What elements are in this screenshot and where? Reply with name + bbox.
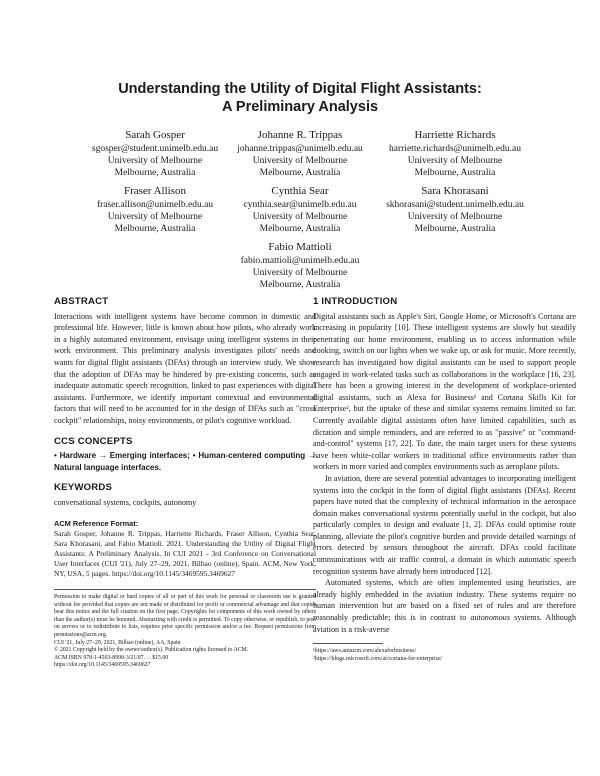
author-email: skhorasani@student.unimelb.edu.au — [386, 200, 524, 210]
author-name: Johanne R. Trippas — [257, 129, 343, 141]
author-name: Fraser Allison — [123, 185, 187, 197]
abstract-section — [54, 296, 316, 427]
title-line-2: A Preliminary Analysis — [221, 99, 379, 115]
author-name: Fabio Mattioli — [268, 241, 332, 253]
reference-format-text: Sarah Gosper, Johanne R. Trippas, Harriette Richards, Fraser Allison, Cynthia Sear, Sara Khorasani, and Fabio Mattioli. 2021. Understanding the Utility of Digital Flight Assistants: A Preliminary Analysis. In CUI 2021 - 3rd Conference on Conversational User Interfaces (CUI '21), July 27–29, 2021, Bilbao (online), Spain. ACM, New York, NY, USA, 5 pages. https://doi.org/10.1145/3469595.3469627 — [54, 529, 316, 579]
keywords-section — [54, 482, 316, 508]
author-email: cynthia.sear@unimelb.edu.au — [243, 200, 357, 210]
author-affiliation: University of Melbourne — [107, 212, 203, 222]
permission-block — [54, 594, 316, 670]
author-location: Melbourne, Australia — [414, 224, 496, 234]
ccs-text: • Hardware → Emerging interfaces; • Human-centered computing → Natural language interfaces. — [54, 451, 316, 472]
keywords-heading: KEYWORDS — [54, 482, 113, 494]
keywords-text: conversational systems, cockpits, autonomy — [54, 497, 197, 507]
author-affiliation: University of Melbourne — [252, 268, 348, 278]
isbn-line: ACM ISBN 978-1-4503-8998-3/21/07. . . $15.00 — [54, 654, 169, 661]
author-email: harriette.richards@unimelb.edu.au — [389, 144, 521, 154]
introduction-heading: 1 INTRODUCTION — [313, 296, 398, 307]
author-location: Melbourne, Australia — [259, 224, 341, 234]
venue-line: CUI '21, July 27–29, 2021, Bilbao (online), AA, Spain — [54, 639, 181, 646]
abstract-heading: ABSTRACT — [54, 296, 109, 307]
abstract-text: Interactions with intelligent systems have become common in domestic and professional life. However, little is known about how pilots, who already work in a highly automated environment, envisage using intelligent systems in their work environment. This preliminary analysis investigates pilots' needs and wants for digital flight assistants (DFAs) through an interview study. We show that the adoption of DFAs may be hindered by pre-existing concerns, such as inadequate automatic speech recognition, linked to past experiences with digital assistants. Furthermore, we identify important contextual and environmental factors that will need to be accounted for in the design of DFAs such as "cross cockpit" relationships, noisy environments, or pilot's cognitive workload. — [54, 311, 316, 425]
footnote-divider — [313, 643, 383, 644]
author-email: sgosper@student.unimelb.edu.au — [91, 144, 219, 154]
reference-format-heading: ACM Reference Format: — [54, 518, 139, 528]
author-name: Sara Khorasani — [421, 185, 489, 197]
ccs-section — [54, 436, 316, 474]
ccs-heading: CCS CONCEPTS — [54, 435, 133, 447]
intro-paragraph: In aviation, there are several potential advantages to incorporating intelligent systems into the cockpit in the form of digital flight assistants (DFAs). Recent papers have noted that the complexity of technical information in the aerospace domain makes conversational systems potentially useful in the cockpit, but also particularly complex to design and evaluate [1, 2]. DFAs could optimise route planning, alleviate the pilot's cognitive burden and provide detailed warnings of errors detected by sensors throughout the aircraft. DFAs could facilitate communications with air traffic control, a domain in which automatic speech recognition systems have already been introduced [12]. — [313, 473, 576, 576]
permission-text: Permission to make digital or hard copies of all or part of this work for personal or classroom use is granted without fee provided that copies are not made or distributed for profit or commercial advantage and that copies bear this notice and the full citation on the first page. Copyrights for components of this work owned by others than the author(s) must be honored. Abstracting with credit is permitted. To copy otherwise, or republish, to post on servers or to redistribute to lists, requires prior specific permission and/or a fee. Request permissions from permissions@acm.org. — [54, 594, 316, 639]
author-location: Melbourne, Australia — [414, 168, 496, 178]
author-affiliation: University of Melbourne — [252, 212, 348, 222]
author-affiliation: University of Melbourne — [407, 156, 503, 166]
author-location: Melbourne, Australia — [259, 168, 341, 178]
author-affiliation: University of Melbourne — [407, 212, 503, 222]
author-name: Cynthia Sear — [271, 185, 329, 197]
author-location: Melbourne, Australia — [114, 168, 196, 178]
author-block — [205, 240, 395, 291]
author-location: Melbourne, Australia — [114, 224, 196, 234]
author-email: johanne.trippas@unimelb.edu.au — [237, 144, 363, 154]
author-location: Melbourne, Australia — [259, 280, 341, 290]
intro-paragraph: Automated systems, which are often implemented using heuristics, are already highly embedded in the aviation industry. These systems require no human intervention but are based on a fixed set of rules and are therefore reasonably predictable; this is in contrast to autonomous systems. Although aviation is a risk-averse — [313, 578, 576, 634]
footnote[interactable]: ²https://blogs.microsoft.com/ai/cortana-for-enterprise/ — [313, 656, 443, 663]
author-block — [360, 184, 550, 235]
title-line-1: Understanding the Utility of Digital Flight Assistants: — [118, 81, 482, 97]
author-affiliation: University of Melbourne — [252, 156, 348, 166]
author-name: Sarah Gosper — [125, 129, 185, 141]
reference-format — [54, 518, 316, 580]
intro-paragraph: Digital assistants such as Apple's Siri, Google Home, or Microsoft's Cortana are increasing in popularity [10]. These intelligent systems are slowly but steadily penetrating our home environment, enabling us to access information while cooking, switch on our lights when we wake up, or ask for music. More recently, research has investigated how digital assistants can be used to support people engaged in work-related tasks such as collaborations in the workplace [16, 23]. There has been a growing interest in the development of workplace-oriented digital assistants, such as Alexa for Business¹ and Cortana Skills Kit for Enterprise², but the uptake of these and similar systems remains limited so far. Currently available digital assistants often have limited capabilities, such as dictation and simple reminders, and are referred to as "passive" or "command-and-control" systems [17, 22]. To date, the main target users for these systems have been white-collar workers in traditional office environments rather than workers in more varied and complex environments such as aeroplane pilots. — [313, 311, 576, 472]
author-affiliation: University of Melbourne — [107, 156, 203, 166]
copyright-line: © 2021 Copyright held by the owner/author(s). Publication rights licensed to ACM. — [54, 647, 249, 654]
author-email: fraser.allison@unimelb.edu.au — [96, 200, 214, 210]
author-name: Harriette Richards — [414, 129, 496, 141]
paper-title — [40, 80, 560, 116]
author-block — [360, 128, 550, 179]
left-column — [54, 296, 316, 670]
author-email: fabio.mattioli@unimelb.edu.au — [240, 256, 360, 266]
doi-link[interactable]: https://doi.org/10.1145/3469595.3469627 — [54, 662, 151, 669]
footnote[interactable]: ¹https://aws.amazon.com/alexaforbusiness/ — [313, 648, 417, 655]
right-column — [313, 296, 576, 663]
divider — [54, 589, 316, 590]
